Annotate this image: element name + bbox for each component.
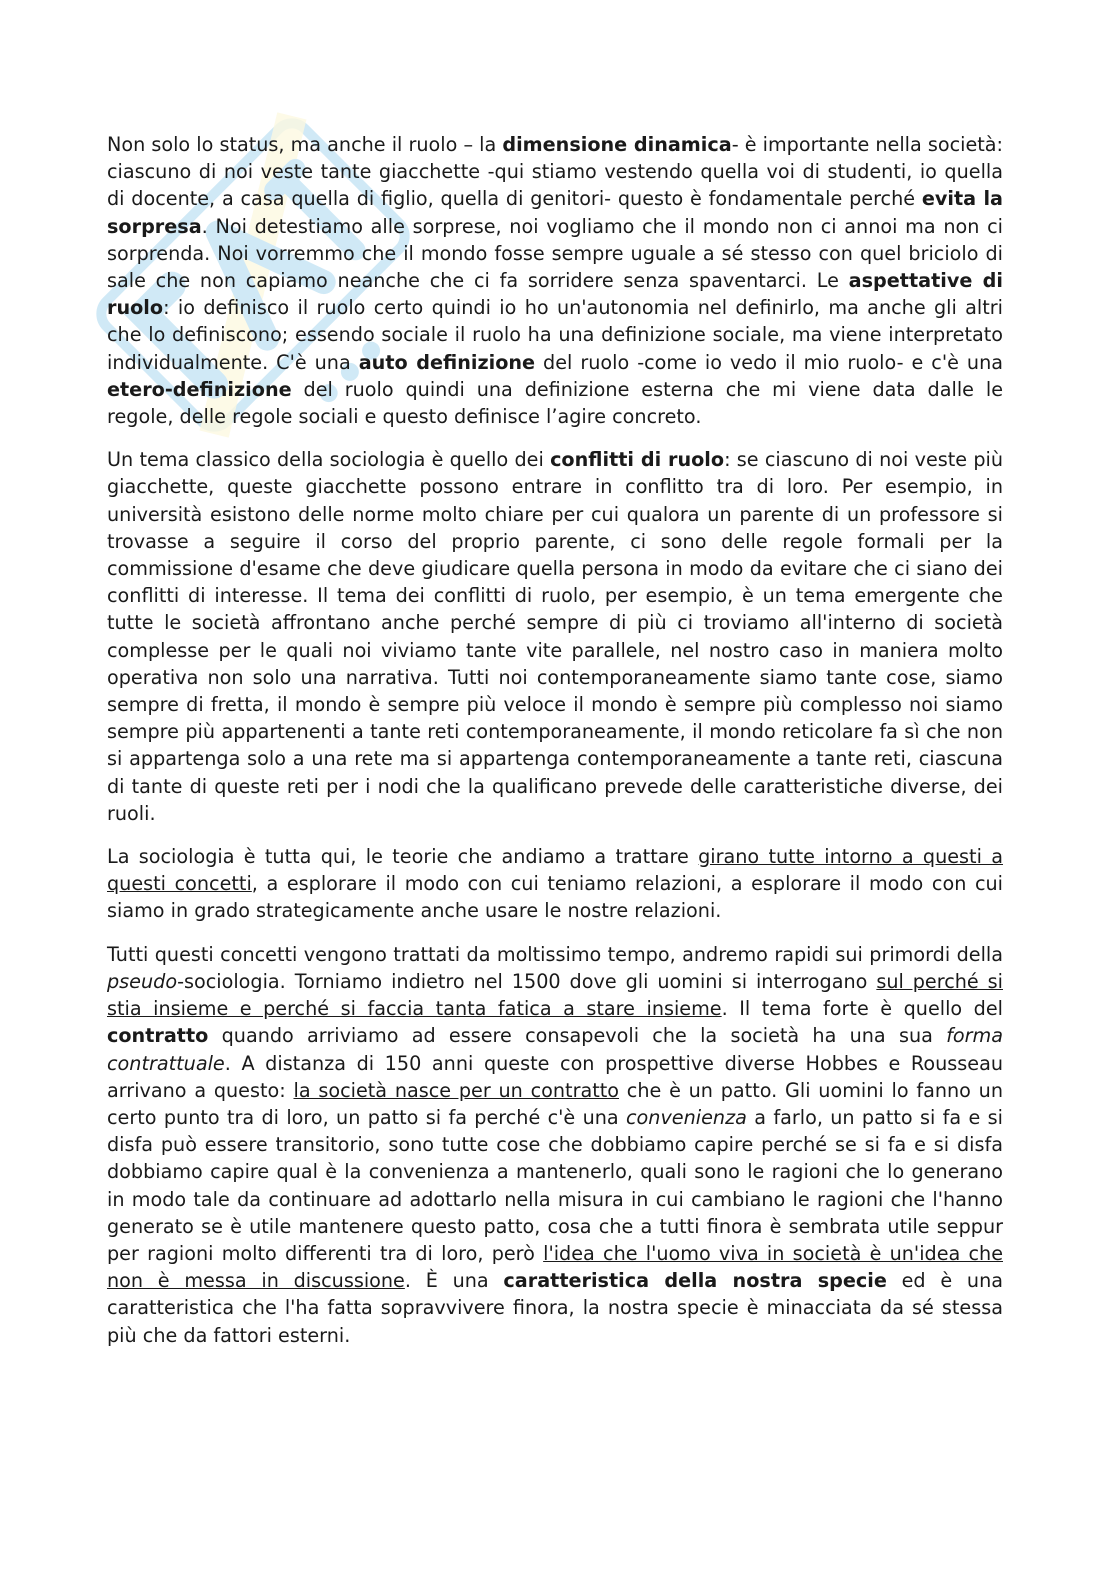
bold-text: evita la sorpresa <box>107 187 1003 238</box>
underlined-text: sul perché si stia insieme e perché si faccia tanta fatica a stare insieme <box>107 969 1003 1021</box>
text-run: del ruolo quindi una definizione esterna che mi viene data dalle le regole, delle regole sociali e questo definisce l’agire concreto. <box>107 377 1003 429</box>
paragraph <box>107 941 1003 1349</box>
text-run: quando arriviamo ad essere consapevoli che la società ha una sua <box>208 1024 947 1048</box>
text-run: a farlo, un patto si fa e si disfa può essere transitorio, sono tutte cose che dobbiamo capire perché se si fa e si disfa dobbiamo capire qual è la convenienza a mantenerlo, quali sono le ragioni che lo generano in modo tale da continuare ad adottarlo nella misura in cui cambiano le ragioni che l'hanno generato se è utile mantenere questo patto, cosa che a tutti finora è sembrata utile seppur per ragioni molto differenti tra di loro, però <box>107 1105 1003 1265</box>
italic-text: forma contrattuale <box>107 1024 1003 1075</box>
text-run: . È una <box>404 1269 504 1293</box>
underlined-text: la società nasce per un contratto <box>293 1078 620 1102</box>
underlined-text: girano tutte intorno a questi a questi concetti <box>107 845 1003 896</box>
text-run: . Il tema forte è quello del <box>721 997 1004 1021</box>
text-run: La sociologia è tutta qui, le teorie che andiamo a trattare <box>107 845 699 869</box>
bold-text: auto definizione <box>358 350 536 374</box>
text-run: . A distanza di 150 anni queste con prospettive diverse Hobbes e Rousseau arrivano a questo: <box>107 1051 1003 1102</box>
bold-text: caratteristica della nostra specie <box>503 1269 887 1293</box>
text-run: del ruolo -come io vedo il mio ruolo- e c'è una <box>535 350 1003 374</box>
paragraph <box>107 843 1003 925</box>
text-run: : se ciascuno di noi veste più giacchette, queste giacchette possono entrare in conflitto tra di loro. Per esempio, in università esistono delle norme molto chiare per cui qualora un parente di un professore si trovasse a seguire il corso del proprio parente, ci sono delle regole formali per la commissione d'esame che deve giudicare quella persona in modo da evitare che ci siano dei conflitti di interesse. Il tema dei conflitti di ruolo, per esempio, è un tema emergente che tutte le società affrontano anche perché sempre di più ci troviamo all'interno di società complesse per le quali noi viviamo tante vite parallele, nel nostro caso in maniera molto operativa non solo una narrativa. Tutti noi contemporaneamente siamo tante cose, siamo sempre di fretta, il mondo è sempre più veloce il mondo è sempre più complesso noi siamo sempre più appartenenti a tante reti contemporaneamente, il mondo reticolare fa sì che non si appartenga solo a una rete ma si appartenga contemporaneamente a tante reti, ciascuna di tante di queste reti per i nodi che la qualificano prevede delle caratteristiche diverse, dei ruoli. <box>107 448 1004 825</box>
text-run: ed è una caratteristica che l'ha fatta sopravvivere finora, la nostra specie è minacciata da sé stessa più che da fattori esterni. <box>107 1269 1003 1347</box>
text-run: : io definisco il ruolo certo quindi io ho un'autonomia nel definirlo, ma anche gli altri che lo definiscono; essendo sociale il ruolo ha una definizione sociale, ma viene interpretato individualmente. C'è una <box>107 296 1003 374</box>
text-run: - è importante nella società: ciascuno di noi veste tante giacchette -qui stiamo vestendo quella voi di studenti, io quella di docente, a casa quella di figlio, quella di genitori- questo è fondamentale perché <box>107 133 1004 211</box>
document-body <box>107 131 1003 1365</box>
bold-text: etero-definizione <box>107 377 292 401</box>
text-run: che è un patto. Gli uomini lo fanno un certo punto tra di loro, un patto si fa perché c'è una <box>107 1078 1003 1129</box>
italic-text: pseudo <box>107 969 178 993</box>
text-run: -sociologia. Torniamo indietro nel 1500 dove gli uomini si interrogano <box>177 969 877 993</box>
bold-text: contratto <box>107 1024 209 1048</box>
paragraph <box>107 446 1003 827</box>
text-run: Tutti questi concetti vengono trattati da moltissimo tempo, andremo rapidi sui primordi della <box>107 942 1003 966</box>
text-run: . Noi detestiamo alle sorprese, noi vogliamo che il mondo non ci annoi ma non ci sorprenda. Noi vorremmo che il mondo fosse sempre uguale a sé stesso con quel briciolo di sale che non capiamo neanche che ci fa sorridere senza spaventarci. Le <box>107 214 1003 293</box>
bold-text: dimensione dinamica <box>502 133 732 156</box>
text-run: , a esplorare il modo con cui teniamo relazioni, a esplorare il modo con cui siamo in grado strategicamente anche usare le nostre relazioni. <box>107 872 1004 923</box>
text-run: Non solo lo status, ma anche il ruolo – la <box>107 133 503 156</box>
paragraph <box>107 131 1003 430</box>
bold-text: aspettative di ruolo <box>107 269 1003 320</box>
bold-text: conflitti di ruolo <box>550 448 725 472</box>
italic-text: convenienza <box>626 1105 747 1129</box>
underlined-text: l'idea che l'uomo viva in società è un'idea che non è messa in discussione <box>107 1241 1003 1293</box>
text-run: Un tema classico della sociologia è quello dei <box>107 448 551 472</box>
